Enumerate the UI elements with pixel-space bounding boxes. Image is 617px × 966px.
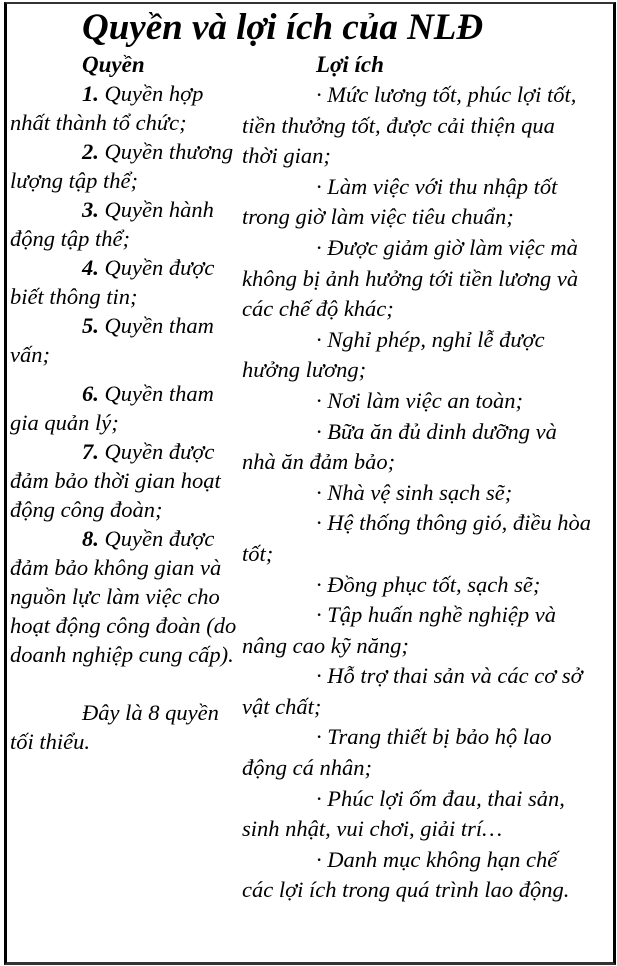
right-item-7: 7. Quyền được đảm bảo thời gian hoạt động công đoàn; [10,439,221,522]
right-item-2: 2. Quyền thương lượng tập thể; [10,139,234,193]
benefit-item: · Bữa ăn đủ dinh dưỡng và nhà ăn đảm bảo; [242,418,557,475]
benefit-item: · Trang thiết bị bảo hộ lao động cá nhân; [242,724,552,781]
right-item-8: 8. Quyền được đảm bảo không gian và nguồn lực làm việc cho hoạt động công đoàn (do doanh nghiệp cung cấp). [10,526,237,667]
benefit-item: · Làm việc với thu nhập tốt trong giờ làm việc tiêu chuẩn; [242,173,558,230]
benefit-item: · Được giảm giờ làm việc mà không bị ảnh hưởng tới tiền lương và các chế độ khác; [242,234,579,322]
benefit-item: · Nhà vệ sinh sạch sẽ; [316,479,513,505]
right-item-3: 3. Quyền hành động tập thể; [10,197,214,251]
right-item-5: 5. Quyền tham vấn; [10,313,214,367]
benefit-item: · Nơi làm việc an toàn; [316,387,523,413]
benefit-item: · Đồng phục tốt, sạch sẽ; [316,571,541,597]
right-item-1: 1. Quyền hợp nhất thành tổ chức; [10,81,204,135]
right-item-6: 6. Quyền tham gia quản lý; [10,381,214,435]
rights-heading: Quyền [82,52,145,77]
document-title: Quyền và lợi ích của NLĐ [82,7,484,48]
benefit-item: · Hỗ trợ thai sản và các cơ sở vật chất; [242,663,583,719]
right-item-4: 4. Quyền được biết thông tin; [10,255,215,309]
benefits-heading: Lợi ích [316,52,384,77]
benefits-column [242,80,592,906]
rights-note: Đây là 8 quyền tối thiểu. [10,700,219,754]
benefit-item: · Nghỉ phép, nghỉ lễ được hưởng lương; [242,326,545,383]
benefit-item: · Danh mục không hạn chế các lợi ích trong quá trình lao động. [242,846,570,903]
benefit-item: · Mức lương tốt, phúc lợi tốt, tiền thưởng tốt, được cải thiện qua thời gian; [242,82,577,169]
rights-column [10,79,242,756]
spacer [10,669,242,698]
benefit-item: · Tập huấn nghề nghiệp và nâng cao kỹ năng; [242,602,556,658]
benefit-item: · Hệ thống thông gió, điều hòa tốt; [242,510,591,566]
benefit-item: · Phúc lợi ốm đau, thai sản, sinh nhật, vui chơi, giải trí… [242,785,565,842]
